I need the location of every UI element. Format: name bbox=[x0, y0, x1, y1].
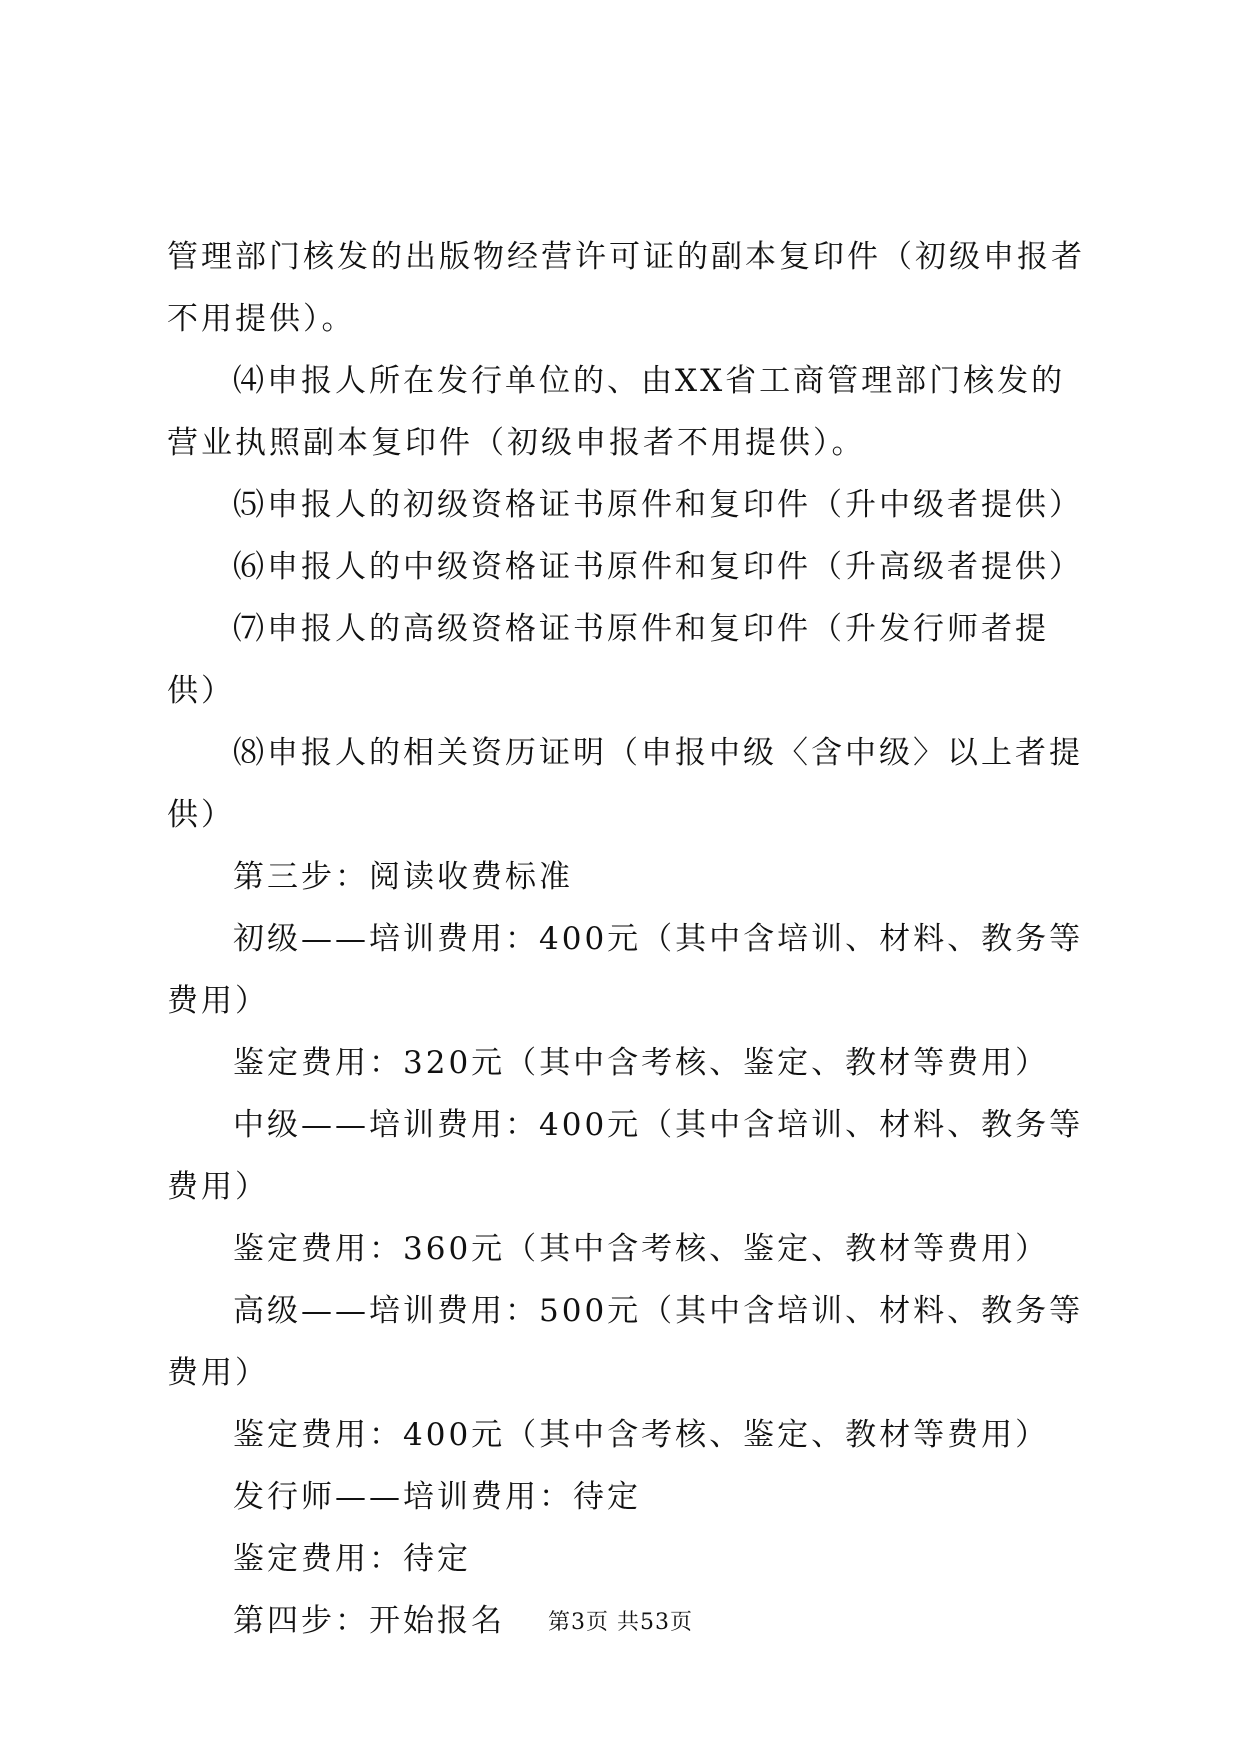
paragraph-item-5: ⑸申报人的初级资格证书原件和复印件（升中级者提供） bbox=[233, 487, 1083, 523]
fee-senior-training: 高级——培训费用：500元（其中含培训、材料、教务等费用） bbox=[167, 1293, 1084, 1391]
step-4-heading: 第四步：开始报名 bbox=[233, 1603, 505, 1639]
page-number-footer: 第3页 共53页 bbox=[548, 1610, 693, 1635]
paragraph-item-7: ⑺申报人的高级资格证书原件和复印件（升发行师者提供） bbox=[167, 611, 1049, 709]
fee-distributor-training: 发行师——培训费用：待定 bbox=[233, 1479, 641, 1515]
fee-distributor-appraisal: 鉴定费用：待定 bbox=[233, 1541, 471, 1577]
paragraph-item-4: ⑷申报人所在发行单位的、由XX省工商管理部门核发的营业执照副本复印件（初级申报者不用提供）。 bbox=[167, 363, 1066, 461]
document-body bbox=[167, 226, 1087, 1652]
fee-junior-training: 初级——培训费用：400元（其中含培训、材料、教务等费用） bbox=[167, 921, 1084, 1019]
fee-intermediate-training: 中级——培训费用：400元（其中含培训、材料、教务等费用） bbox=[167, 1107, 1084, 1205]
fee-senior-appraisal: 鉴定费用：400元（其中含考核、鉴定、教材等费用） bbox=[233, 1417, 1050, 1453]
fee-intermediate-appraisal: 鉴定费用：360元（其中含考核、鉴定、教材等费用） bbox=[233, 1231, 1050, 1267]
paragraph-item-6: ⑹申报人的中级资格证书原件和复印件（升高级者提供） bbox=[233, 549, 1083, 585]
fee-junior-appraisal: 鉴定费用：320元（其中含考核、鉴定、教材等费用） bbox=[233, 1045, 1050, 1081]
paragraph-item-8: ⑻申报人的相关资历证明（申报中级〈含中级〉以上者提供） bbox=[167, 735, 1083, 833]
paragraph-license-copy: 管理部门核发的出版物经营许可证的副本复印件（初级申报者不用提供）。 bbox=[167, 239, 1085, 337]
step-3-heading: 第三步：阅读收费标准 bbox=[233, 859, 573, 895]
